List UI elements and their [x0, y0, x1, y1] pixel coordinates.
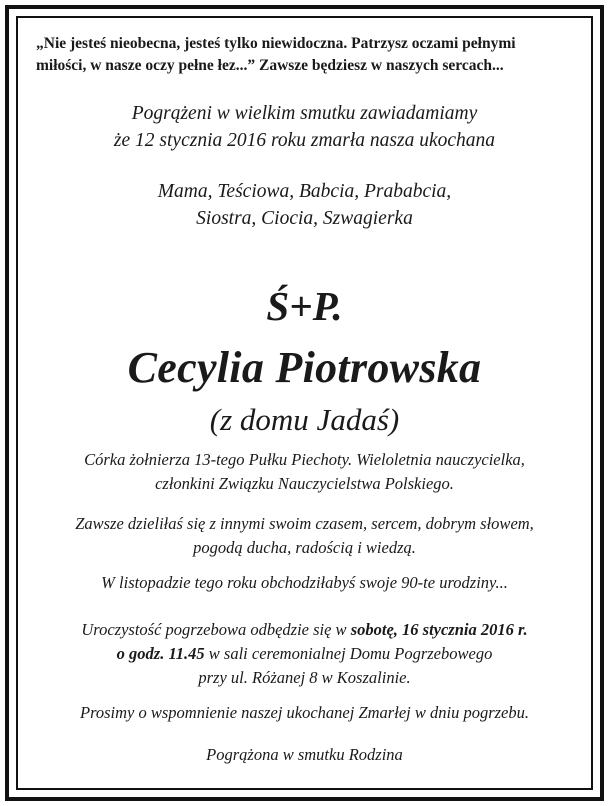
funeral-address: przy ul. Różanej 8 w Koszalinie.	[198, 668, 411, 687]
signature	[16, 743, 593, 767]
funeral-date: sobotę, 16 stycznia 2016 r.	[350, 620, 528, 639]
funeral-time: o godz. 11.45	[116, 644, 205, 663]
bio-line-2: członkini Związku Nauczycielstwa Polskiego.	[155, 474, 454, 493]
funeral-line-2	[16, 642, 593, 666]
memorial-quote	[36, 33, 573, 77]
deceased-name: Cecylia Piotrowska	[127, 343, 482, 392]
announcement	[16, 100, 593, 154]
birthday-note	[16, 571, 593, 595]
relations-line-1: Mama, Teściowa, Babcia, Prababcia,	[157, 181, 452, 202]
funeral-details	[16, 618, 593, 690]
maiden-name: (z domu Jadaś)	[209, 402, 400, 437]
family-relations	[16, 178, 593, 232]
tribute-line-1: Zawsze dzieliłaś się z innymi swoim czasem, sercem, dobrym słowem,	[75, 514, 534, 533]
bio-line-1: Córka żołnierza 13-tego Pułku Piechoty. Wieloletnia nauczycielka,	[84, 450, 525, 469]
request-text: Prosimy o wspomnienie naszej ukochanej Zmarłej w dniu pogrzebu.	[80, 703, 529, 722]
funeral-line-1	[16, 618, 593, 642]
funeral-intro: Uroczystość pogrzebowa odbędzie się w	[81, 620, 351, 639]
announcement-line-1: Pogrążeni w wielkim smutku zawiadamiamy	[131, 103, 478, 124]
memorial-prefix: Ś+P.	[266, 283, 343, 329]
tribute-line-2: pogodą ducha, radością i wiedzą.	[193, 538, 416, 557]
signature-text: Pogrążona w smutku Rodzina	[206, 745, 403, 764]
birthday-text: W listopadzie tego roku obchodziłabyś swoje 90-te urodziny...	[101, 573, 508, 592]
funeral-venue: w sali ceremonialnej Domu Pogrzebowego	[204, 644, 493, 663]
quote-line-1: „Nie jesteś nieobecna, jesteś tylko niewidoczna. Patrzysz oczami pełnymi	[36, 35, 516, 52]
remembrance-request	[16, 701, 593, 725]
announcement-line-2: że 12 stycznia 2016 roku zmarła nasza ukochana	[113, 130, 496, 151]
biography	[16, 448, 593, 496]
tribute	[16, 512, 593, 560]
relations-line-2: Siostra, Ciocia, Szwagierka	[196, 208, 413, 229]
quote-line-2: miłości, w nasze oczy pełne łez...” Zawsze będziesz w naszych sercach...	[36, 57, 504, 74]
obituary-notice	[16, 16, 593, 790]
